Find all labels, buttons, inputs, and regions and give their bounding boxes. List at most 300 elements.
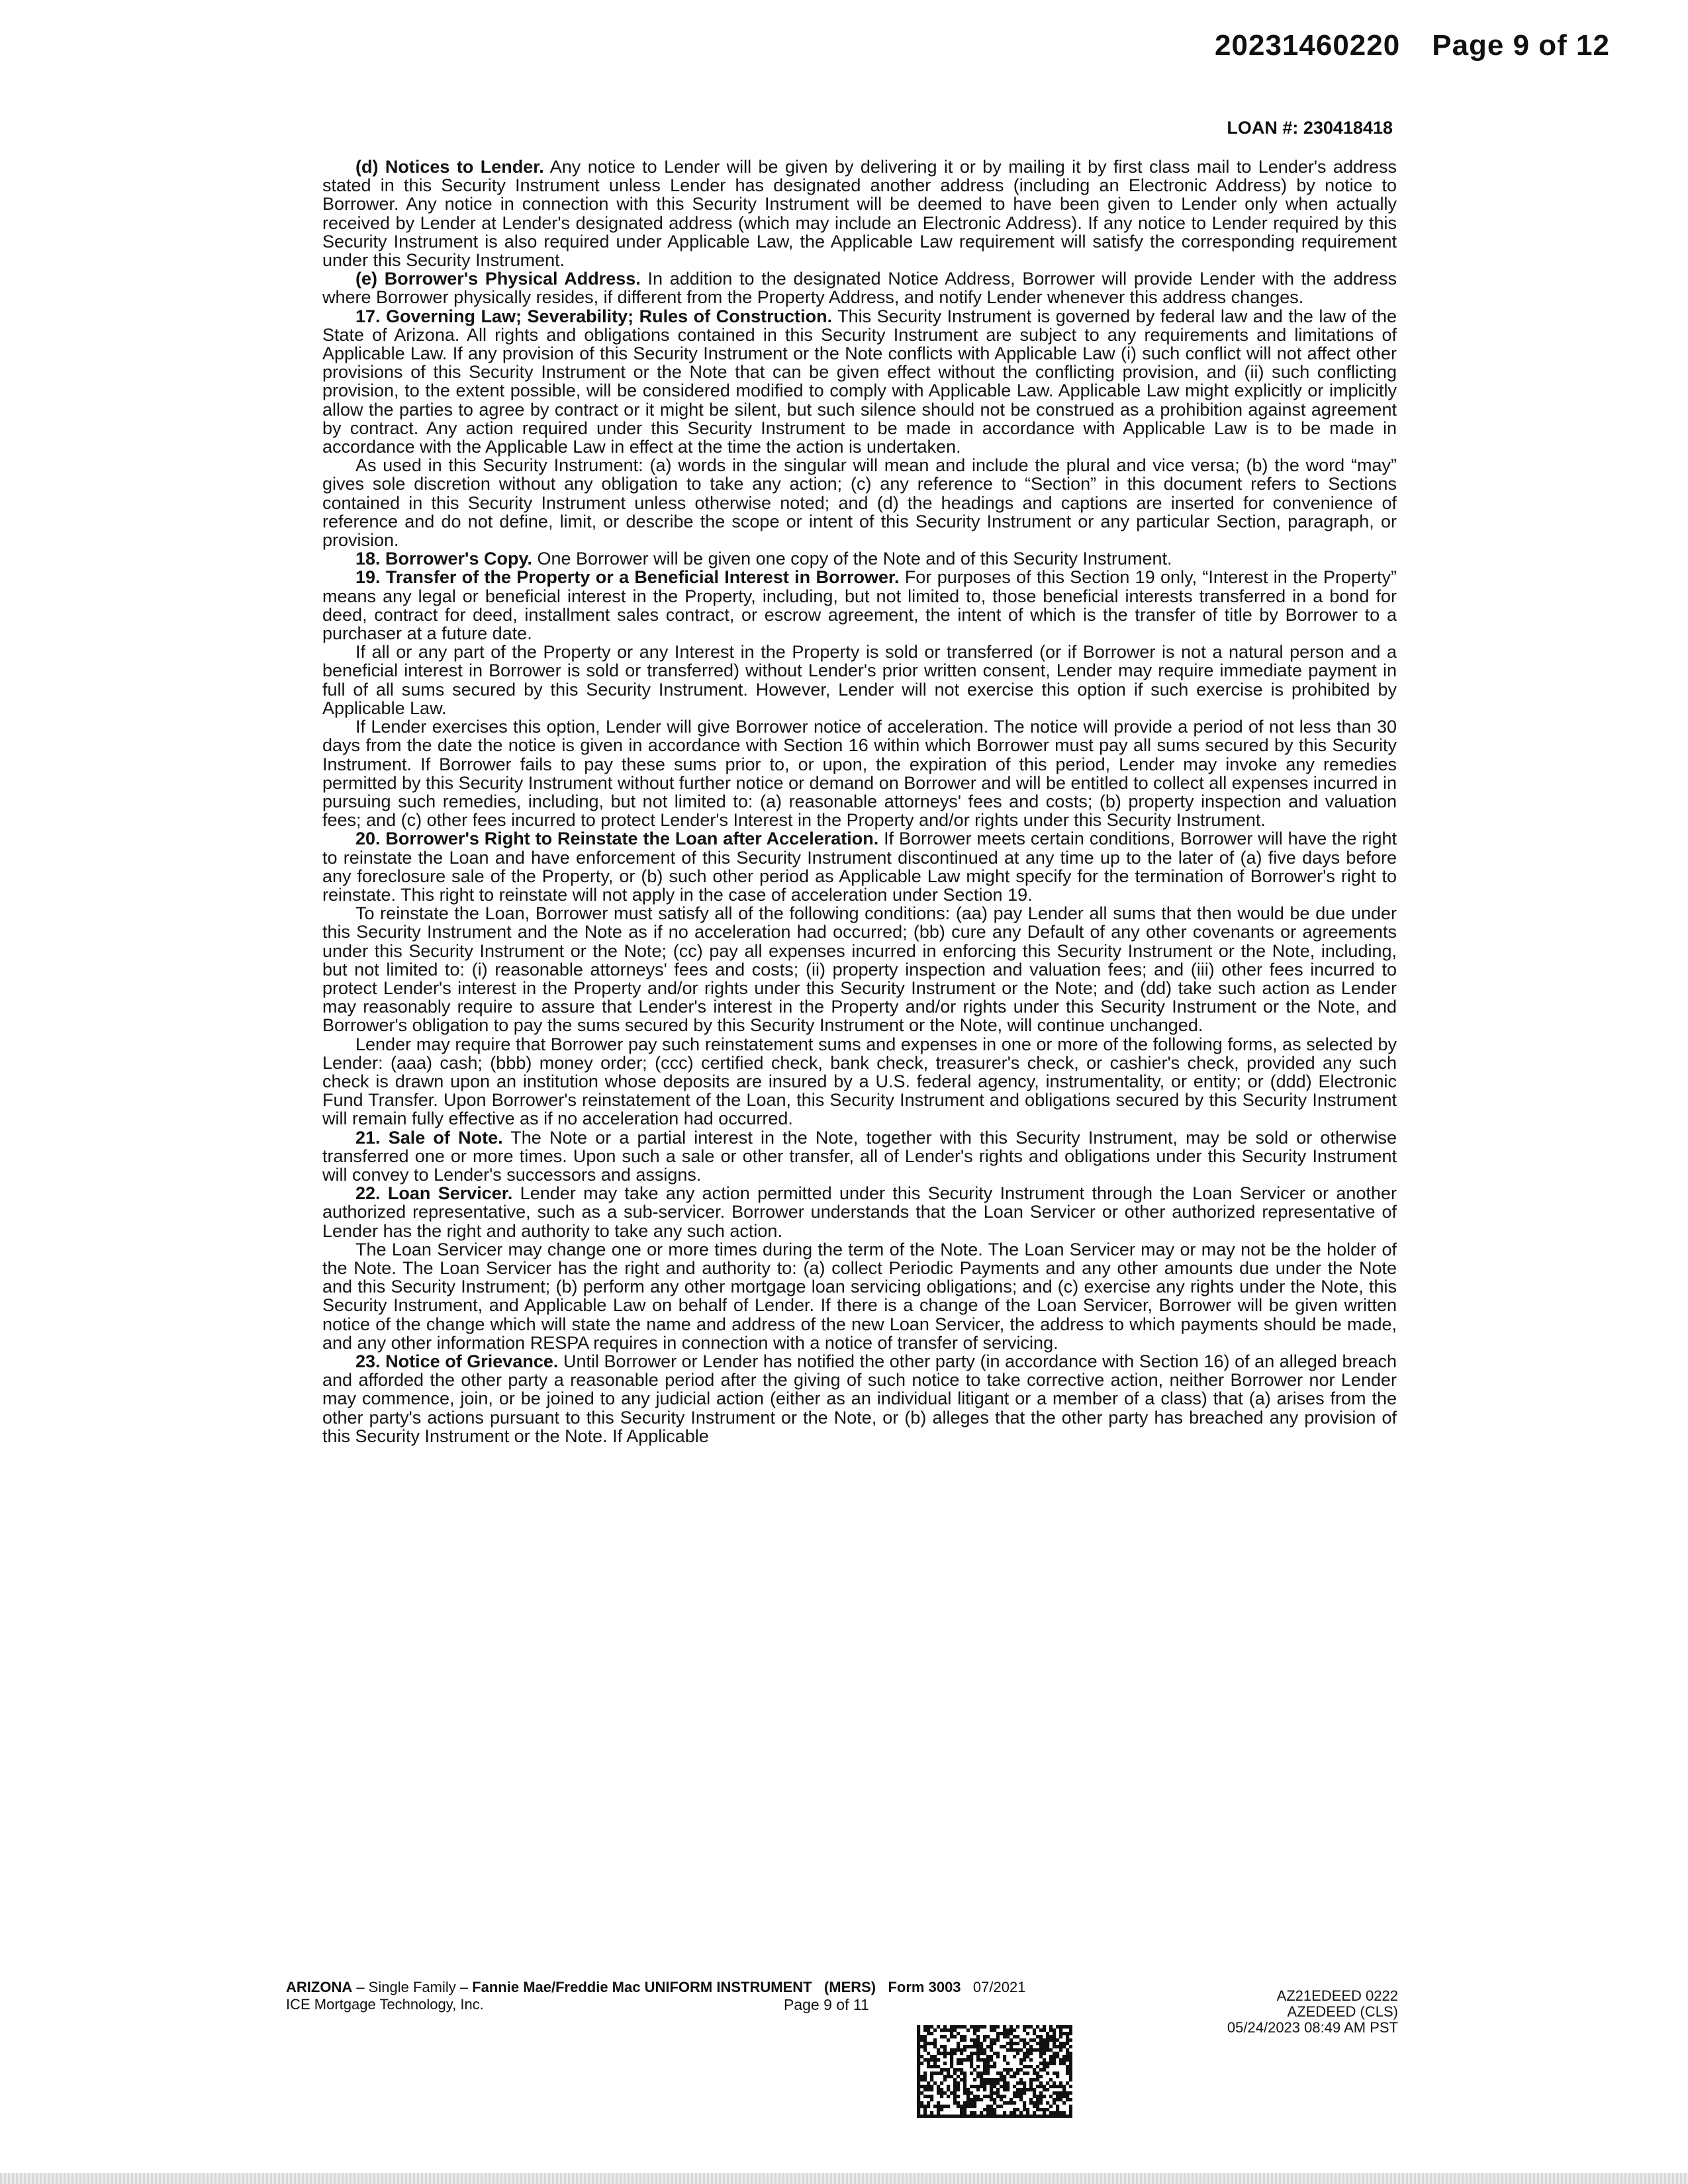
barcode-module [1013, 2111, 1016, 2115]
barcode-module [940, 2115, 943, 2118]
barcode-module [1029, 2098, 1033, 2101]
barcode-module [1006, 2042, 1009, 2045]
barcode-module [1000, 2045, 1003, 2048]
barcode-module [953, 2068, 957, 2071]
barcode-module [1003, 2058, 1006, 2062]
barcode-module [960, 2062, 963, 2065]
barcode-module [940, 2088, 943, 2091]
barcode-module [1006, 2048, 1009, 2052]
barcode-module [957, 2045, 960, 2048]
barcode-module [1059, 2058, 1062, 2062]
barcode-module [986, 2065, 990, 2068]
barcode-module [917, 2108, 920, 2111]
barcode-module [940, 2035, 943, 2038]
barcode-module [986, 2055, 990, 2058]
barcode-module [947, 2052, 950, 2055]
barcode-module [923, 2028, 927, 2032]
barcode-module [927, 2065, 930, 2068]
barcode-module [930, 2085, 933, 2088]
barcode-module [1062, 2115, 1066, 2118]
barcode-module [920, 2038, 923, 2042]
paragraph-text: For purposes of this Section 19 only, “Interest in the Property” means any legal or beneficial interest in the Property, including, but not limited to, those beneficial interests transferred in a bond for deed, contract for deed, installment sales contract, or escrow agreement, the intent of which is the transfer of title by Borrower to a purchaser at a future date. [322, 567, 1397, 644]
barcode-module [1046, 2115, 1049, 2118]
barcode-module [923, 2048, 927, 2052]
barcode-module [1049, 2035, 1053, 2038]
barcode-module [937, 2101, 940, 2105]
barcode-module [950, 2065, 953, 2068]
barcode-module [1059, 2032, 1062, 2035]
barcode-module [976, 2035, 980, 2038]
barcode-module [927, 2081, 930, 2085]
barcode-module [1069, 2028, 1072, 2032]
barcode-module [1049, 2058, 1053, 2062]
barcode-module [1069, 2105, 1072, 2108]
barcode-module [1039, 2045, 1043, 2048]
barcode-module [1066, 2048, 1069, 2052]
barcode-module [1026, 2065, 1029, 2068]
paragraph [322, 1240, 1397, 1352]
barcode-module [917, 2055, 920, 2058]
barcode-module [1069, 2065, 1072, 2068]
barcode-module [966, 2055, 970, 2058]
barcode-module [1000, 2105, 1003, 2108]
barcode-module [1053, 2071, 1056, 2075]
barcode-module [963, 2045, 966, 2048]
barcode-module [953, 2085, 957, 2088]
barcode-module [993, 2038, 996, 2042]
footer-form-date: 07/2021 [972, 1979, 1026, 1995]
barcode-module [970, 2055, 973, 2058]
barcode-module [1006, 2081, 1009, 2085]
barcode-module [917, 2075, 920, 2078]
barcode-module [937, 2108, 940, 2111]
barcode-module [976, 2095, 980, 2098]
barcode-module [937, 2105, 940, 2108]
barcode-module [973, 2085, 976, 2088]
barcode-module [1033, 2038, 1036, 2042]
barcode-module [990, 2042, 993, 2045]
barcode-module [983, 2095, 986, 2098]
barcode-module [980, 2042, 983, 2045]
barcode-module [1059, 2085, 1062, 2088]
barcode-module [976, 2048, 980, 2052]
paragraph [322, 307, 1397, 457]
barcode-module [976, 2115, 980, 2118]
barcode-module [1036, 2085, 1039, 2088]
barcode-module [963, 2075, 966, 2078]
barcode-module [1062, 2042, 1066, 2045]
barcode-module [1013, 2028, 1016, 2032]
barcode-module [983, 2058, 986, 2062]
barcode-module [983, 2068, 986, 2071]
barcode-module [983, 2035, 986, 2038]
barcode-module [983, 2025, 986, 2028]
barcode-module [917, 2052, 920, 2055]
barcode-module [927, 2115, 930, 2118]
barcode-module [947, 2095, 950, 2098]
barcode-module [1009, 2098, 1013, 2101]
barcode-module [917, 2105, 920, 2108]
barcode-module [1053, 2045, 1056, 2048]
barcode-module [1062, 2111, 1066, 2115]
barcode-module [917, 2098, 920, 2101]
barcode-module [980, 2078, 983, 2081]
barcode-module [1056, 2055, 1059, 2058]
barcode-module [973, 2095, 976, 2098]
barcode-module [983, 2071, 986, 2075]
barcode-module [943, 2105, 947, 2108]
barcode-module [1029, 2085, 1033, 2088]
barcode-module [966, 2115, 970, 2118]
barcode-module [923, 2088, 927, 2091]
barcode-module [1046, 2108, 1049, 2111]
barcode-module [1026, 2042, 1029, 2045]
barcode-module [960, 2105, 963, 2108]
barcode-module [917, 2091, 920, 2095]
paragraph-text: If all or any part of the Property or any Interest in the Property is sold or transferred (or if Borrower is not a natural person and a beneficial interest in Borrower is sold or transferred) without Lender's prior written consent, Lender may require immediate payment in full of all sums secured by this Security Instrument. However, Lender will not exercise this option if such exercise is prohibited by Applicable Law. [322, 642, 1397, 718]
barcode-module [1013, 2085, 1016, 2088]
barcode-module [917, 2025, 920, 2028]
barcode-module [970, 2062, 973, 2065]
barcode-module [927, 2085, 930, 2088]
barcode-module [1026, 2115, 1029, 2118]
barcode-module [1023, 2108, 1026, 2111]
barcode-module [943, 2115, 947, 2118]
paragraph-text: One Borrower will be given one copy of the Note and of this Security Instrument. [537, 549, 1172, 569]
barcode-module [996, 2032, 1000, 2035]
barcode-module [1013, 2091, 1016, 2095]
barcode-module [930, 2078, 933, 2081]
barcode-module [990, 2048, 993, 2052]
barcode-module [1019, 2095, 1023, 2098]
barcode-module [1062, 2025, 1066, 2028]
barcode-module [1066, 2115, 1069, 2118]
barcode-module [1066, 2081, 1069, 2085]
barcode-module [1033, 2111, 1036, 2115]
barcode-module [957, 2062, 960, 2065]
barcode-module [983, 2108, 986, 2111]
barcode-module [980, 2085, 983, 2088]
barcode-module [983, 2115, 986, 2118]
footer-mers: (MERS) [823, 1979, 876, 1995]
barcode-module [1006, 2035, 1009, 2038]
barcode-module [943, 2028, 947, 2032]
barcode-module [980, 2048, 983, 2052]
barcode-module [920, 2075, 923, 2078]
barcode-module [1069, 2068, 1072, 2071]
barcode-module [1023, 2105, 1026, 2108]
barcode-module [917, 2081, 920, 2085]
barcode-module [1029, 2115, 1033, 2118]
barcode-module [940, 2095, 943, 2098]
barcode-module [927, 2062, 930, 2065]
barcode-module [1046, 2045, 1049, 2048]
barcode-module [920, 2105, 923, 2108]
paragraph-text: Until Borrower or Lender has notified the other party (in accordance with Section 16) of an alleged breach and afforded the other party a reasonable period after the giving of such notice to take corrective action, neither Borrower nor Lender may commence, join, or be joined to any judicial action (either as an individual litigant or a member of a class) that (a) arises from the other party's actions pursuant to this Security Instrument or the Note, or (b) alleges that the other party has breached any provision of this Security Instrument or the Note. If Applicable [322, 1351, 1397, 1446]
barcode-module [976, 2098, 980, 2101]
barcode-module [923, 2111, 927, 2115]
barcode-module [1049, 2062, 1053, 2065]
barcode-module [1056, 2045, 1059, 2048]
barcode-module [1043, 2028, 1046, 2032]
barcode-module [927, 2025, 930, 2028]
barcode-module [986, 2111, 990, 2115]
barcode-module [1019, 2098, 1023, 2101]
barcode-module [917, 2088, 920, 2091]
barcode-module [963, 2048, 966, 2052]
barcode-module [1049, 2048, 1053, 2052]
barcode-module [1049, 2078, 1053, 2081]
footer-code-2: AZEDEED (CLS) [1287, 2003, 1398, 2020]
barcode-module [1039, 2068, 1043, 2071]
barcode-module [1053, 2032, 1056, 2035]
barcode-module [960, 2108, 963, 2111]
barcode-module [1046, 2032, 1049, 2035]
barcode-module [1006, 2032, 1009, 2035]
barcode-module [990, 2081, 993, 2085]
barcode-module [937, 2115, 940, 2118]
barcode-module [917, 2035, 920, 2038]
barcode-module [1053, 2052, 1056, 2055]
paragraph-text: Lender may take any action permitted under this Security Instrument through the Loan Servicer or another authorized representative, such as a sub-servicer. Borrower understands that the Loan Servicer or other authorized representative of Lender has the right and authority to take any such action. [322, 1183, 1397, 1241]
barcode-module [986, 2058, 990, 2062]
barcode-module [1003, 2101, 1006, 2105]
barcode-module [1056, 2108, 1059, 2111]
barcode-module [1039, 2028, 1043, 2032]
barcode-module [966, 2105, 970, 2108]
barcode-module [986, 2071, 990, 2075]
barcode-module [940, 2091, 943, 2095]
barcode-module [957, 2095, 960, 2098]
barcode-module [976, 2088, 980, 2091]
barcode-module [943, 2045, 947, 2048]
barcode-module [1029, 2088, 1033, 2091]
barcode-module [1019, 2115, 1023, 2118]
barcode-module [980, 2111, 983, 2115]
barcode-module [986, 2078, 990, 2081]
barcode-module [973, 2068, 976, 2071]
barcode-module [953, 2025, 957, 2028]
barcode-module [1039, 2075, 1043, 2078]
barcode-module [1046, 2081, 1049, 2085]
barcode-module [996, 2071, 1000, 2075]
barcode-module [937, 2065, 940, 2068]
barcode-module [1039, 2095, 1043, 2098]
barcode-module [1046, 2042, 1049, 2045]
barcode-module [953, 2101, 957, 2105]
barcode-module [1043, 2062, 1046, 2065]
barcode-module [937, 2091, 940, 2095]
barcode-module [923, 2035, 927, 2038]
barcode-module [1039, 2035, 1043, 2038]
barcode-module [1033, 2032, 1036, 2035]
barcode-module [933, 2038, 937, 2042]
barcode-module [950, 2052, 953, 2055]
barcode-module [933, 2065, 937, 2068]
barcode-module [1009, 2032, 1013, 2035]
barcode-module [1019, 2091, 1023, 2095]
barcode-module [1023, 2115, 1026, 2118]
barcode-module [923, 2058, 927, 2062]
barcode-module [973, 2098, 976, 2101]
barcode-module [933, 2071, 937, 2075]
barcode-module [1033, 2071, 1036, 2075]
barcode-module [986, 2095, 990, 2098]
barcode-module [990, 2088, 993, 2091]
barcode-module [1069, 2055, 1072, 2058]
form-identifier [286, 1979, 1025, 1996]
barcode-module [1033, 2095, 1036, 2098]
barcode-module [980, 2098, 983, 2101]
barcode-module [943, 2025, 947, 2028]
barcode-module [970, 2058, 973, 2062]
barcode-module [980, 2081, 983, 2085]
barcode-module [927, 2101, 930, 2105]
barcode-module [996, 2081, 1000, 2085]
barcode-module [950, 2058, 953, 2062]
barcode-module [1039, 2038, 1043, 2042]
barcode-module [957, 2081, 960, 2085]
barcode-module [957, 2101, 960, 2105]
barcode-module [966, 2095, 970, 2098]
barcode-module [1013, 2042, 1016, 2045]
barcode-module [970, 2025, 973, 2028]
barcode-module [933, 2062, 937, 2065]
barcode-module [947, 2075, 950, 2078]
barcode-module [957, 2088, 960, 2091]
paragraph-text: The Note or a partial interest in the Note, together with this Security Instrument, may be sold or otherwise transferred one or more times. Upon such a sale or other transfer, all of Lender's rights and obligations under this Security Instrument will convey to Lender's successors and assigns. [322, 1127, 1397, 1185]
barcode-module [970, 2045, 973, 2048]
barcode-module [917, 2032, 920, 2035]
barcode-module [980, 2058, 983, 2062]
barcode-module [957, 2058, 960, 2062]
barcode-module [1016, 2042, 1019, 2045]
paragraph-text: If Lender exercises this option, Lender will give Borrower notice of acceleration. The notice will provide a period of not less than 30 days from the date the notice is given in accordance with Section 16 within which Borrower must pay all sums secured by this Security Instrument. If Borrower fails to pay these sums prior to, or upon, the expiration of this period, Lender may invoke any remedies permitted by this Security Instrument without further notice or demand on Borrower and will be entitled to collect all expenses incurred in pursuing such remedies, including, but not limited to: (a) reasonable attorneys' fees and costs; (b) property inspection and valuation fees; and (c) other fees incurred to protect Lender's Interest in the Property and/or rights under this Security Instrument. [322, 717, 1397, 831]
barcode-module [1036, 2071, 1039, 2075]
barcode-module [923, 2078, 927, 2081]
barcode-module [970, 2101, 973, 2105]
barcode-module [1046, 2071, 1049, 2075]
barcode-module [927, 2058, 930, 2062]
barcode-module [937, 2071, 940, 2075]
barcode-module [1066, 2058, 1069, 2062]
barcode-module [1062, 2088, 1066, 2091]
paragraph [322, 643, 1397, 717]
barcode-module [1043, 2025, 1046, 2028]
barcode-module [1039, 2048, 1043, 2052]
barcode-module [1003, 2032, 1006, 2035]
barcode-module [1053, 2098, 1056, 2101]
barcode-module [1003, 2055, 1006, 2058]
barcode-module [1006, 2085, 1009, 2088]
barcode-module [920, 2085, 923, 2088]
barcode-module [1003, 2035, 1006, 2038]
barcode-module [986, 2045, 990, 2048]
barcode-module [933, 2105, 937, 2108]
barcode-module [963, 2025, 966, 2028]
barcode-module [1059, 2091, 1062, 2095]
loan-number: LOAN #: 230418418 [1227, 118, 1393, 138]
paragraph-text: Any notice to Lender will be given by delivering it or by mailing it by first class mail to Lender's address stated in this Security Instrument unless Lender has designated another address (including an Electronic Address) by notice to Borrower. Any notice in connection with this Security Instrument will be deemed to have been given to Lender only when actually received by Lender at Lender's designated address (which may include an Electronic Address). If any notice to Lender required by this Security Instrument is also required under Applicable Law, the Applicable Law requirement will satisfy the corresponding requirement under this Security Instrument. [322, 157, 1397, 271]
barcode-module [923, 2115, 927, 2118]
barcode-module [1029, 2038, 1033, 2042]
barcode-module [986, 2068, 990, 2071]
paragraph [322, 456, 1397, 549]
barcode-module [1033, 2078, 1036, 2081]
barcode-module [917, 2038, 920, 2042]
barcode-module [940, 2108, 943, 2111]
barcode-module [1023, 2052, 1026, 2055]
barcode-module [1013, 2075, 1016, 2078]
barcode-module [1016, 2095, 1019, 2098]
barcode-module [980, 2075, 983, 2078]
barcode-module [917, 2068, 920, 2071]
barcode-module [943, 2052, 947, 2055]
barcode-module [1023, 2028, 1026, 2032]
paragraph-text: As used in this Security Instrument: (a) words in the singular will mean and include the plural and vice versa; (b) the word “may” gives sole discretion without any obligation to take any action; (c) any reference to “Section” in this document refers to Sections contained in this Security Instrument unless otherwise noted; and (d) the headings and captions are inserted for convenience of reference and do not define, limit, or describe the scope or intent of this Security Instrument or any particular Section, paragraph, or provision. [322, 455, 1397, 551]
barcode-module [1062, 2032, 1066, 2035]
barcode-module [953, 2071, 957, 2075]
barcode-module [983, 2065, 986, 2068]
barcode-module [990, 2078, 993, 2081]
barcode-module [963, 2088, 966, 2091]
barcode-module [1023, 2025, 1026, 2028]
barcode-module [1043, 2058, 1046, 2062]
barcode-module [1066, 2071, 1069, 2075]
barcode-module [957, 2048, 960, 2052]
footer-form-desc: – Single Family – [352, 1979, 473, 1995]
barcode-module [1069, 2078, 1072, 2081]
barcode-module [960, 2052, 963, 2055]
barcode-module [930, 2095, 933, 2098]
barcode-module [953, 2081, 957, 2085]
barcode-module [1009, 2038, 1013, 2042]
section-heading: 22. Loan Servicer. [355, 1183, 513, 1204]
barcode-module [950, 2115, 953, 2118]
barcode-module [1029, 2101, 1033, 2105]
barcode-module [970, 2115, 973, 2118]
barcode-module [1049, 2028, 1053, 2032]
barcode-module [1056, 2071, 1059, 2075]
barcode-module [1016, 2025, 1019, 2028]
barcode-module [1043, 2111, 1046, 2115]
barcode-module [1019, 2058, 1023, 2062]
barcode-module [970, 2105, 973, 2108]
barcode-module [923, 2105, 927, 2108]
barcode-module [1049, 2105, 1053, 2108]
barcode-module [1019, 2088, 1023, 2091]
barcode-module [1016, 2081, 1019, 2085]
barcode-module [950, 2075, 953, 2078]
barcode-module [976, 2075, 980, 2078]
barcode-module [943, 2048, 947, 2052]
barcode-module [930, 2098, 933, 2101]
barcode-module [1033, 2115, 1036, 2118]
barcode-module [1033, 2068, 1036, 2071]
barcode-module [937, 2085, 940, 2088]
barcode-module [1039, 2101, 1043, 2105]
footer-form-number: Form 3003 [888, 1979, 961, 1995]
barcode-module [930, 2025, 933, 2028]
barcode-module [990, 2025, 993, 2028]
barcode-module [923, 2025, 927, 2028]
barcode-module [1023, 2071, 1026, 2075]
barcode-module [1026, 2088, 1029, 2091]
barcode-module [1036, 2108, 1039, 2111]
barcode-module [930, 2058, 933, 2062]
barcode-module [1006, 2088, 1009, 2091]
barcode-module [1046, 2048, 1049, 2052]
